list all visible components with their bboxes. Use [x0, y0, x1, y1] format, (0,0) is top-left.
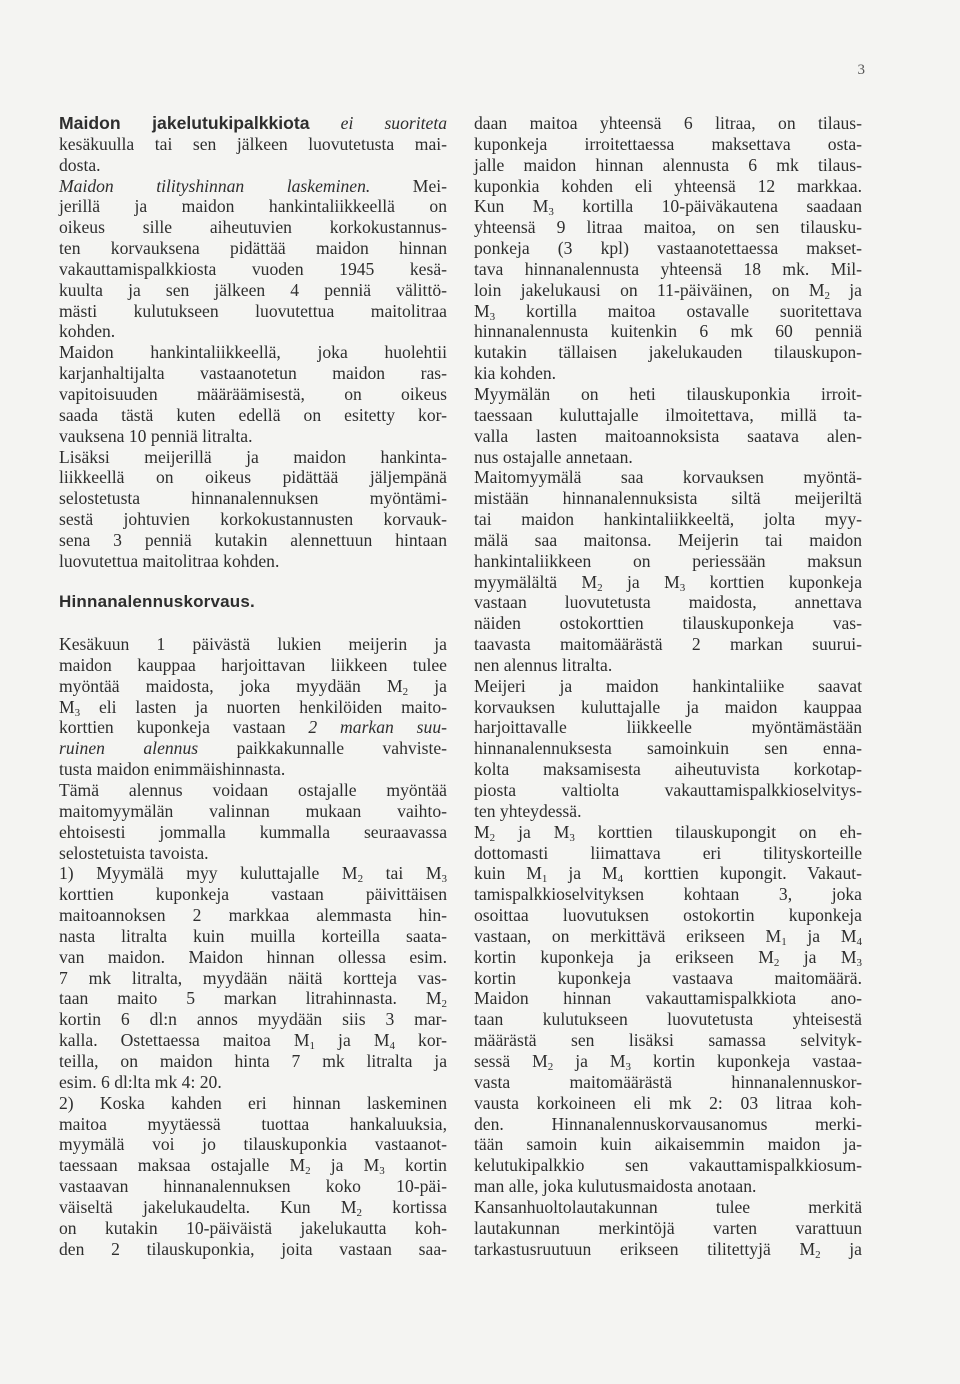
text-line: mistään hinnanalennuksista siltä meijeriltä [474, 488, 862, 509]
text-line: kuponkeja irroitettaessa maksettava osta- [474, 133, 862, 154]
text-line: vastaavan hinnanalennuksen koko 10-päi- [59, 1176, 447, 1197]
text-line: yhteensä 9 litraa maitoa, on sen tilausku- [474, 217, 862, 238]
text-line: kortin 6 dl:n annos myydään siis 3 mar- [59, 1009, 447, 1030]
text-line: kortin kuponkeja vastaava maitomäärä. [474, 967, 862, 988]
text-line: vastaan, on merkittävä erikseen $M_1$ ja $M_4$ [474, 925, 862, 948]
text-line: vapitoisuuden määräämisestä, on oikeus [59, 383, 447, 404]
text-line: van maidon. Maidon hinnan ollessa esim. [59, 946, 447, 967]
text-line: Tämä alennus voidaan ostajalle myöntää [59, 780, 447, 800]
text-line: mästi kulutukseen luovutettua maitolitraa [59, 300, 447, 321]
text-line: vasta maitomäärästä hinnanalennuskor- [474, 1071, 862, 1092]
text-line: kuin $M_1$ ja $M_4$ korttien kupongit. Vakaut- [474, 863, 863, 886]
text-line: 2) Koska kahden eri hinnan laskeminen [59, 1092, 447, 1113]
text-line: kia kohden. [474, 363, 557, 384]
text-line: Maidon hankintaliikkeellä, joka huolehtii [59, 342, 447, 363]
text-line: hinnanalennusta kuitenkin 6 mk 60 penniä [474, 321, 862, 342]
text-line: kalla. Ostettaessa maitoa $M_1$ ja $M_4$ kor- [59, 1030, 448, 1053]
text-line: Meijeri ja maidon hankintaliike saavat [474, 675, 862, 696]
text-line: nen alennus litralta. [474, 654, 613, 675]
text-line: myymälä voi jo tilauskuponkia vastaanot- [59, 1134, 447, 1155]
text-line: näiden ostokorttien tilauskuponkeja vas- [474, 613, 862, 634]
text-line: tamispalkkioselvityksen kohtaan 3, joka [474, 884, 862, 905]
text-line: Myymälän on heti tilauskuponkia irroit- [474, 383, 862, 404]
text-line: tarkastusruutuun erikseen tilitettyjä $M_2$ ja [474, 1238, 862, 1261]
text-line: kesäkuulla tai sen jälkeen luovutetusta mai- [59, 133, 447, 154]
text-line: väiseltä jakelukaudelta. Kun $M_2$ kortissa [59, 1196, 447, 1219]
text-line: osoittaa luovutuksen ostokortin kuponkeja [474, 905, 862, 926]
text-line: lautakunnan merkintöjä varten varattuun [474, 1217, 862, 1238]
text-line: esim. 6 dl:lta mk 4: 20. [59, 1071, 222, 1092]
text-line: kuulta ja sen jälkeen 4 penniä välittö- [59, 279, 447, 300]
text-line: harjoittavalle liikkeelle myöntämästään [474, 717, 862, 738]
text-line: selostetuista tavoista. [59, 842, 209, 863]
text-line: selostetusta hinnanalennuksen myöntämi- [59, 488, 447, 509]
text-line: korvauksen kuluttajalle ja maidon kauppaa [474, 696, 862, 717]
blank-line [59, 613, 447, 634]
text-line: saada tästä kuten edellä on esitetty kor- [59, 404, 447, 425]
text-line: ruinen alennus paikkakunnalle vahviste- [59, 738, 447, 759]
text-line: ten korvauksena pidättää maidon hinnan [59, 238, 447, 259]
text-line: loin jakelukausi on 11-päiväinen, on $M_2$ ja [474, 279, 862, 302]
text-line: vauksena 10 penniä litralta. [59, 425, 253, 446]
text-line: 1) Myymälä myy kuluttajalle $M_2$ tai $M_3$ [59, 863, 447, 886]
text-line: ponkeja (3 kpl) vastaanotettaessa makset- [474, 238, 862, 259]
text-line: vastaan luovutetusta maidosta, annettava [474, 592, 862, 613]
text-line: tava hinnanalennusta yhteensä 18 mk. Mil- [474, 258, 862, 279]
text-line: myymälältä $M_2$ ja $M_3$ korttien kuponkeja [474, 571, 863, 594]
text-line: sestä johtuvien korkokustannusten korvauk- [59, 509, 447, 530]
text-line: $M_2$ ja $M_3$ korttien tilauskupongit on eh- [474, 821, 862, 844]
text-line: maidon kauppaa harjoittavan liikkeen tulee [59, 654, 447, 675]
text-line: Lisäksi meijerillä ja maidon hankinta- [59, 446, 447, 467]
text-line: liikkeellä on oikeus pidättää jäljempänä [59, 467, 447, 488]
text-line: den. Hinnanalennuskorvausanomus merki- [474, 1113, 862, 1134]
text-line: nus ostajalle annetaan. [474, 446, 633, 467]
text-line: kohden. [59, 321, 116, 342]
text-line: man alle, joka kulutusmaidosta anotaan. [474, 1176, 757, 1197]
text-line: $M_3$ eli lasten ja nuorten henkilöiden maito- [59, 696, 447, 719]
text-line: myöntää maidosta, joka myydään $M_2$ ja [59, 675, 447, 698]
text-line: Kesäkuun 1 päivästä lukien meijerin ja [59, 634, 447, 655]
text-line: taessaan kuluttajalle ilmoitettava, millä ta- [474, 404, 862, 425]
text-line: daan maitoa yhteensä 6 litraa, on tilaus- [474, 113, 862, 133]
text-line: taavasta maitomäärästä 2 markan suurui- [474, 634, 862, 655]
text-line: jerillä ja maidon hankintaliikkeellä on [59, 196, 447, 217]
right-column [474, 113, 862, 1259]
text-line: kortin kuponkeja ja erikseen $M_2$ ja $M_3$ [474, 946, 862, 969]
text-line: luovutettua maitolitraa kohden. [59, 550, 280, 571]
left-column [59, 113, 447, 1259]
text-line: tusta maidon enimmäishinnasta. [59, 759, 286, 780]
text-line: mälä saa maitonsa. Meijerin tai maidon [474, 529, 862, 550]
text-line: kuponkia kohden eli yhteensä 12 markkaa. [474, 175, 862, 196]
text-line: maitoa myytäessä tuottaa hankaluuksia, [59, 1113, 447, 1134]
text-line: taessaan maksaa ostajalle $M_2$ ja $M_3$ kortin [59, 1155, 447, 1178]
text-line: tai maidon hankintaliikkeeltä, jolta myy- [474, 509, 862, 530]
text-line: Maitomyymälä saa korvauksen myöntä- [474, 467, 862, 488]
text-line: jalle maidon hinnan alennusta 6 mk tilaus- [474, 154, 862, 175]
text-line: sessä $M_2$ ja $M_3$ kortin kuponkeja vastaa- [474, 1050, 863, 1073]
text-line: dottomasti liimattava eri tilityskorteille [474, 842, 862, 863]
text-line: Maidon jakelutukipalkkiota ei suoriteta [59, 113, 448, 133]
text-line: Maidon tilityshinnan laskeminen. Mei- [59, 175, 447, 196]
text-line: kolta maksamisesta aiheutuvista korkotap- [474, 759, 862, 780]
page-number: 3 [857, 62, 865, 78]
section-heading: Hinnanalennuskorvaus. [59, 592, 255, 612]
blank-line [59, 572, 447, 593]
text-line: maitomyymälän valinnan mukaan vaihto- [59, 800, 447, 821]
text-line: ten yhteydessä. [474, 800, 582, 821]
text-line: dosta. [59, 154, 101, 175]
text-line: Maidon hinnan vakauttamispalkkiota ano- [474, 988, 862, 1009]
text-line: 7 mk litralta, myydään näitä kortteja vas- [59, 967, 447, 988]
text-line: teilla, on maidon hinta 7 mk litralta ja [59, 1050, 447, 1071]
text-line: taan maito 5 markan litrahinnasta. $M_2$ [59, 988, 447, 1011]
text-line: vausta korkoineen eli mk 2: 03 litraa koh- [474, 1092, 862, 1113]
text-line: hinnanalennuksesta samoinkuin sen enna- [474, 738, 862, 759]
text-line: sena 3 penniä kutakin alennettuun hintaan [59, 529, 447, 550]
text-line: piosta valtiolta vakauttamispalkkioselvitys- [474, 780, 862, 800]
text-line: korttien kuponkeja vastaan 2 markan suu- [59, 717, 447, 738]
text-line: on kutakin 10-päiväistä jakelukautta koh- [59, 1217, 447, 1238]
text-line: maitoannoksen 2 markkaa alemmasta hin- [59, 905, 447, 926]
text-line: määrästä sen lisäksi samassa selvityk- [474, 1030, 862, 1051]
text-line: oikeus sille aiheutuvien korkokustannus- [59, 217, 447, 238]
text-line: ehtoisesti jommalla kummalla seuraavassa [59, 821, 447, 842]
text-line: hankintaliikkeen on periessään maksun [474, 550, 862, 571]
text-line: valla lasten maitoannoksista saatava alen- [474, 425, 862, 446]
text-line: karjanhaltijalta vastaanotetun maidon ras- [59, 363, 447, 384]
text-line: kutakin tällaisen jakelukauden tilauskupon- [474, 342, 862, 363]
text-line: taan kulutukseen luovutetusta yhteisestä [474, 1009, 862, 1030]
text-line: Kansanhuoltolautakunnan tulee merkitä [474, 1196, 862, 1217]
text-line: tään samoin kuin aikaisemmin maidon ja- [474, 1134, 862, 1155]
text-line: den 2 tilauskuponkia, joita vastaan saa- [59, 1238, 447, 1259]
text-line: vakauttamispalkkiosta vuoden 1945 kesä- [59, 258, 447, 279]
text-line: kelutukipalkkio sen vakauttamispalkkiosum- [474, 1155, 862, 1176]
text-line: korttien kuponkeja vastaan päivittäisen [59, 884, 447, 905]
text-line: Kun $M_3$ kortilla 10-päiväkautena saadaan [474, 196, 863, 219]
text-line: $M_3$ kortilla maitoa ostavalle suoritettava [474, 300, 862, 323]
text-line: nasta litralta kuin muilla korteilla saata- [59, 925, 447, 946]
